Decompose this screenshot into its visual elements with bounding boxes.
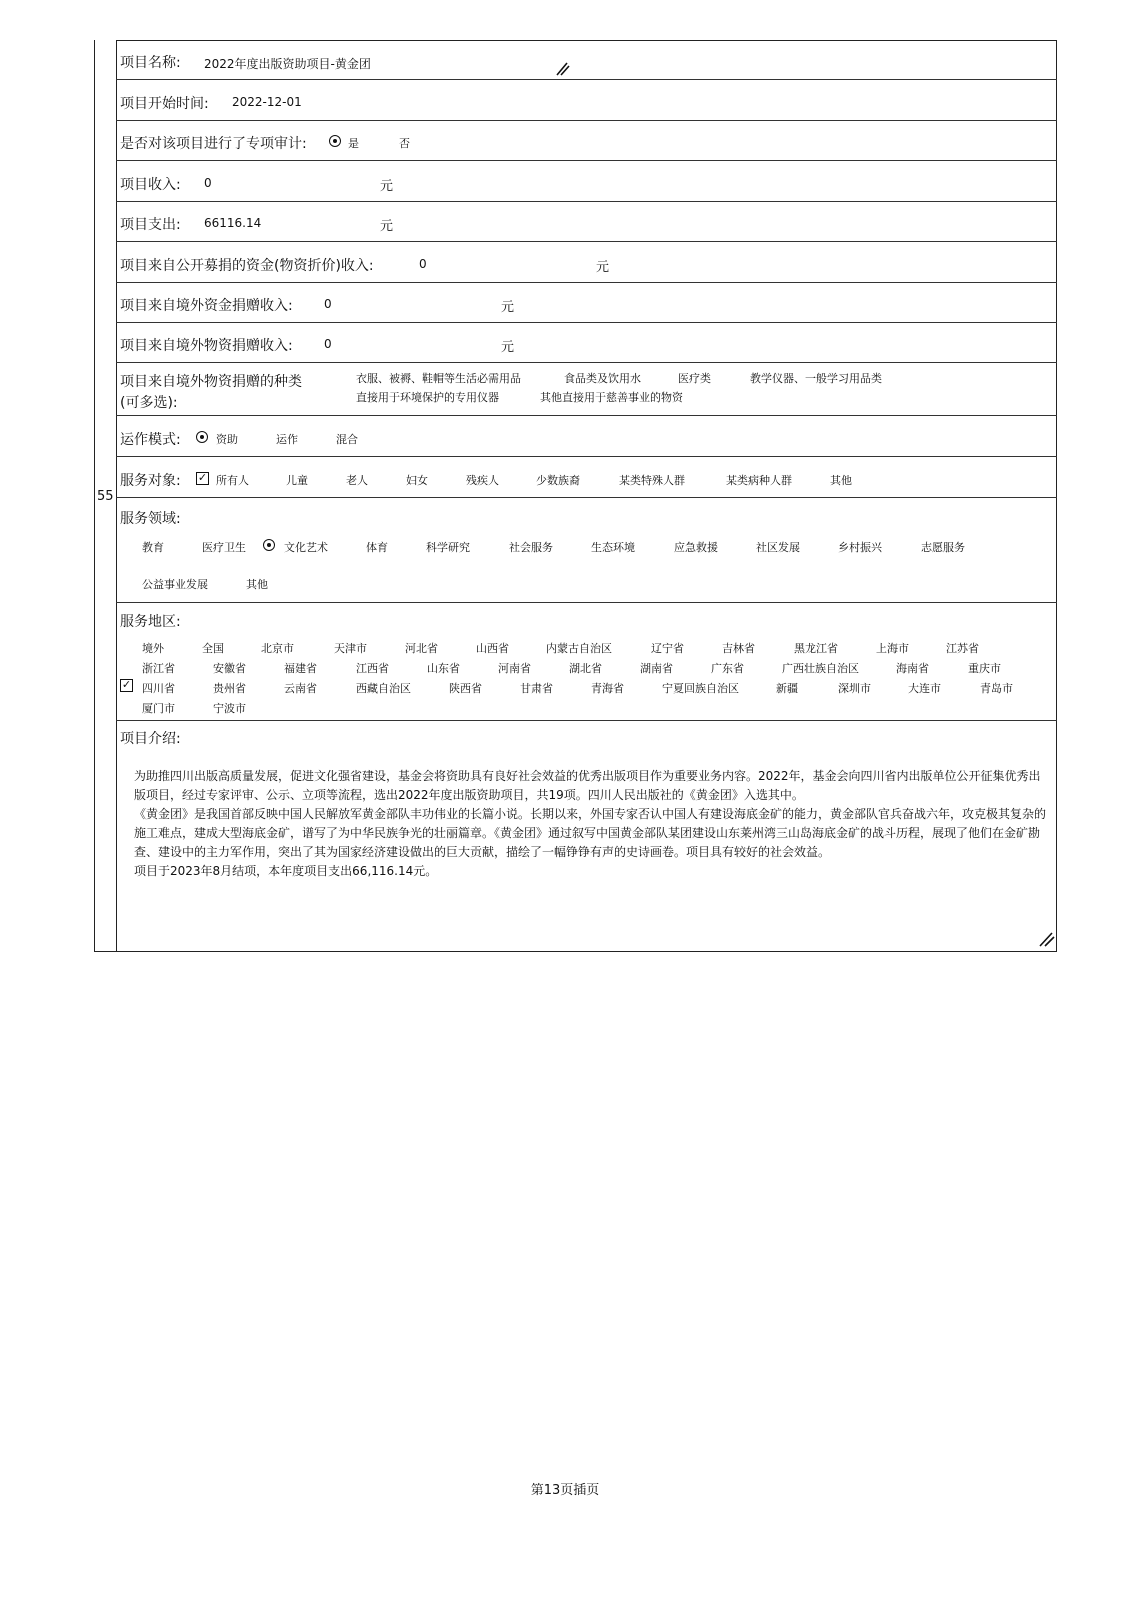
intro-paragraph: 为助推四川出版高质量发展，促进文化强省建设，基金会将资助具有良好社会效益的优秀出版项目作为重要业务内容。2022年，基金会向四川省内出版单位公开征集优秀出版项目，经过专家评审、公示、立项等流程，选出2022年度出版资助项目，共19项。四川人民出版社的《黄金团》入选其中。 [134, 769, 1041, 802]
service-targets-label: 服务对象: [120, 473, 181, 489]
region-option[interactable]: 厦门市 [142, 702, 175, 715]
audit-yes-radio[interactable] [329, 135, 341, 147]
intro-paragraph: 《黄金团》是我国首部反映中国人民解放军黄金部队丰功伟业的长篇小说。长期以来，外国专家否认中国人有建设海底金矿的能力，黄金部队官兵奋战六年，攻克极其复杂的施工难点，建成大型海底金矿，谱写了为中华民族争光的壮丽篇章。《黄金团》通过叙写中国黄金部队某团建设山东莱州湾三山岛海底金矿的战斗历程，展现了他们在金矿勘查、建设中的主力军作用，突出了其为国家经济建设做出的巨大贡献，描绘了一幅铮铮有声的史诗画卷。项目具有较好的社会效益。 [134, 807, 1047, 859]
row-audit [116, 121, 1057, 161]
foreign-goods-unit: 元 [501, 340, 515, 355]
field-option[interactable]: 社区发展 [756, 541, 800, 554]
region-option[interactable]: 海南省 [896, 662, 929, 675]
page-footer: 第13页插页 [530, 1483, 600, 1498]
region-option[interactable]: 宁夏回族自治区 [662, 682, 739, 695]
goods-option[interactable]: 衣服、被褥、鞋帽等生活必需用品 [356, 372, 521, 385]
region-option[interactable]: 江苏省 [946, 642, 979, 655]
row-start-date [116, 80, 1057, 121]
audit-yes-label: 是 [348, 137, 359, 150]
public-fund-value: 0 [419, 257, 427, 271]
region-option[interactable]: 黑龙江省 [794, 642, 838, 655]
expense-value: 66116.14 [204, 216, 262, 230]
row-income [116, 161, 1057, 202]
project-name-label: 项目名称: [120, 55, 181, 71]
field-option[interactable]: 科学研究 [426, 541, 470, 554]
mode-funding-radio[interactable] [196, 431, 208, 443]
mode-option[interactable]: 混合 [336, 433, 358, 446]
mode-option: 资助 [216, 433, 238, 446]
operation-mode-label: 运作模式: [120, 432, 181, 448]
target-option[interactable]: 儿童 [286, 474, 308, 487]
income-label: 项目收入: [120, 177, 181, 193]
region-option[interactable]: 全国 [202, 642, 224, 655]
region-option[interactable]: 青海省 [591, 682, 624, 695]
field-option[interactable]: 公益事业发展 [142, 578, 208, 591]
region-option: 四川省 [142, 682, 175, 695]
start-date-value: 2022-12-01 [232, 95, 302, 109]
region-option[interactable]: 湖南省 [640, 662, 673, 675]
row-service-fields [116, 498, 1057, 603]
region-option[interactable]: 广西壮族自治区 [782, 662, 859, 675]
region-option[interactable]: 山西省 [476, 642, 509, 655]
region-option[interactable]: 吉林省 [722, 642, 755, 655]
introduction-text [134, 767, 1049, 881]
goods-option[interactable]: 医疗类 [678, 372, 711, 385]
intro-paragraph: 项目于2023年8月结项，本年度项目支出66,116.14元。 [134, 864, 438, 878]
public-fund-unit: 元 [596, 260, 610, 275]
expense-unit: 元 [380, 219, 394, 234]
region-sichuan-checkbox[interactable]: ✓ [121, 678, 132, 691]
region-option[interactable]: 江西省 [356, 662, 389, 675]
region-option[interactable]: 青岛市 [980, 682, 1013, 695]
region-option[interactable]: 辽宁省 [651, 642, 684, 655]
foreign-goods-label: 项目来自境外物资捐赠收入: [120, 338, 293, 354]
row-public-fund [116, 242, 1057, 283]
region-option[interactable]: 河北省 [405, 642, 438, 655]
foreign-fund-value: 0 [324, 297, 332, 311]
region-option[interactable]: 天津市 [334, 642, 367, 655]
edit-pen-icon [554, 60, 572, 78]
region-option[interactable]: 深圳市 [838, 682, 871, 695]
income-value: 0 [204, 176, 212, 190]
mode-option[interactable]: 运作 [276, 433, 298, 446]
service-fields-label: 服务领域: [120, 511, 181, 527]
target-option[interactable]: 少数族裔 [536, 474, 580, 487]
region-option[interactable]: 甘肃省 [520, 682, 553, 695]
target-option: 所有人 [216, 474, 249, 487]
target-option[interactable]: 某类病种人群 [726, 474, 792, 487]
service-regions-label: 服务地区: [120, 614, 181, 630]
row-goods-types [116, 363, 1057, 416]
region-option[interactable]: 西藏自治区 [356, 682, 411, 695]
field-option[interactable]: 生态环境 [591, 541, 635, 554]
row-project-name [116, 40, 1057, 80]
target-option[interactable]: 某类特殊人群 [619, 474, 685, 487]
region-option[interactable]: 上海市 [876, 642, 909, 655]
region-option[interactable]: 北京市 [261, 642, 294, 655]
region-option[interactable]: 新疆 [776, 682, 798, 695]
target-option[interactable]: 其他 [830, 474, 852, 487]
row-foreign-goods [116, 323, 1057, 363]
region-option[interactable]: 大连市 [908, 682, 941, 695]
field-culture-radio[interactable] [263, 539, 275, 551]
field-option[interactable]: 其他 [246, 578, 268, 591]
row-operation-mode [116, 416, 1057, 457]
region-option[interactable]: 境外 [142, 642, 164, 655]
goods-option[interactable]: 其他直接用于慈善事业的物资 [540, 391, 683, 404]
region-option[interactable]: 广东省 [711, 662, 744, 675]
region-option[interactable]: 河南省 [498, 662, 531, 675]
form-bottom-line [94, 951, 1057, 952]
row-foreign-fund [116, 283, 1057, 323]
field-option[interactable]: 社会服务 [509, 541, 553, 554]
project-name-value: 2022年度出版资助项目-黄金团 [204, 57, 371, 71]
region-option[interactable]: 福建省 [284, 662, 317, 675]
region-option[interactable]: 云南省 [284, 682, 317, 695]
goods-types-label-2: (可多选): [120, 395, 178, 411]
goods-types-label: 项目来自境外物资捐赠的种类 [120, 374, 302, 390]
edit-pen-icon [1038, 930, 1056, 948]
region-option[interactable]: 重庆市 [968, 662, 1001, 675]
field-option[interactable]: 应急救援 [674, 541, 718, 554]
field-option[interactable]: 医疗卫生 [202, 541, 246, 554]
region-option[interactable]: 陕西省 [449, 682, 482, 695]
side-number: 55 [97, 489, 114, 504]
target-option[interactable]: 妇女 [406, 474, 428, 487]
row-service-regions [116, 603, 1057, 721]
foreign-goods-value: 0 [324, 337, 332, 351]
left-margin-line [94, 40, 95, 952]
target-option[interactable]: 老人 [346, 474, 368, 487]
row-expense [116, 202, 1057, 242]
expense-label: 项目支出: [120, 217, 181, 233]
region-option[interactable]: 宁波市 [213, 702, 246, 715]
region-option[interactable]: 安徽省 [213, 662, 246, 675]
field-option[interactable]: 志愿服务 [921, 541, 965, 554]
goods-option[interactable]: 教学仪器、一般学习用品类 [750, 372, 882, 385]
introduction-label: 项目介绍: [120, 731, 181, 747]
target-all-checkbox[interactable]: ✓ [197, 471, 208, 484]
field-option[interactable]: 教育 [142, 541, 164, 554]
region-option[interactable]: 湖北省 [569, 662, 602, 675]
field-option[interactable]: 体育 [366, 541, 388, 554]
audit-label: 是否对该项目进行了专项审计: [120, 136, 307, 152]
field-option[interactable]: 乡村振兴 [838, 541, 882, 554]
foreign-fund-unit: 元 [501, 300, 515, 315]
region-option[interactable]: 山东省 [427, 662, 460, 675]
goods-option[interactable]: 直接用于环境保护的专用仪器 [356, 391, 499, 404]
region-option[interactable]: 贵州省 [213, 682, 246, 695]
foreign-fund-label: 项目来自境外资金捐赠收入: [120, 298, 293, 314]
goods-option[interactable]: 食品类及饮用水 [564, 372, 641, 385]
start-date-label: 项目开始时间: [120, 96, 209, 112]
row-service-targets [116, 457, 1057, 498]
target-option[interactable]: 残疾人 [466, 474, 499, 487]
field-option: 文化艺术 [284, 541, 328, 554]
public-fund-label: 项目来自公开募捐的资金(物资折价)收入: [120, 258, 374, 274]
region-option[interactable]: 浙江省 [142, 662, 175, 675]
region-option[interactable]: 内蒙古自治区 [546, 642, 612, 655]
income-unit: 元 [380, 179, 394, 194]
audit-no-label: 否 [399, 137, 410, 150]
